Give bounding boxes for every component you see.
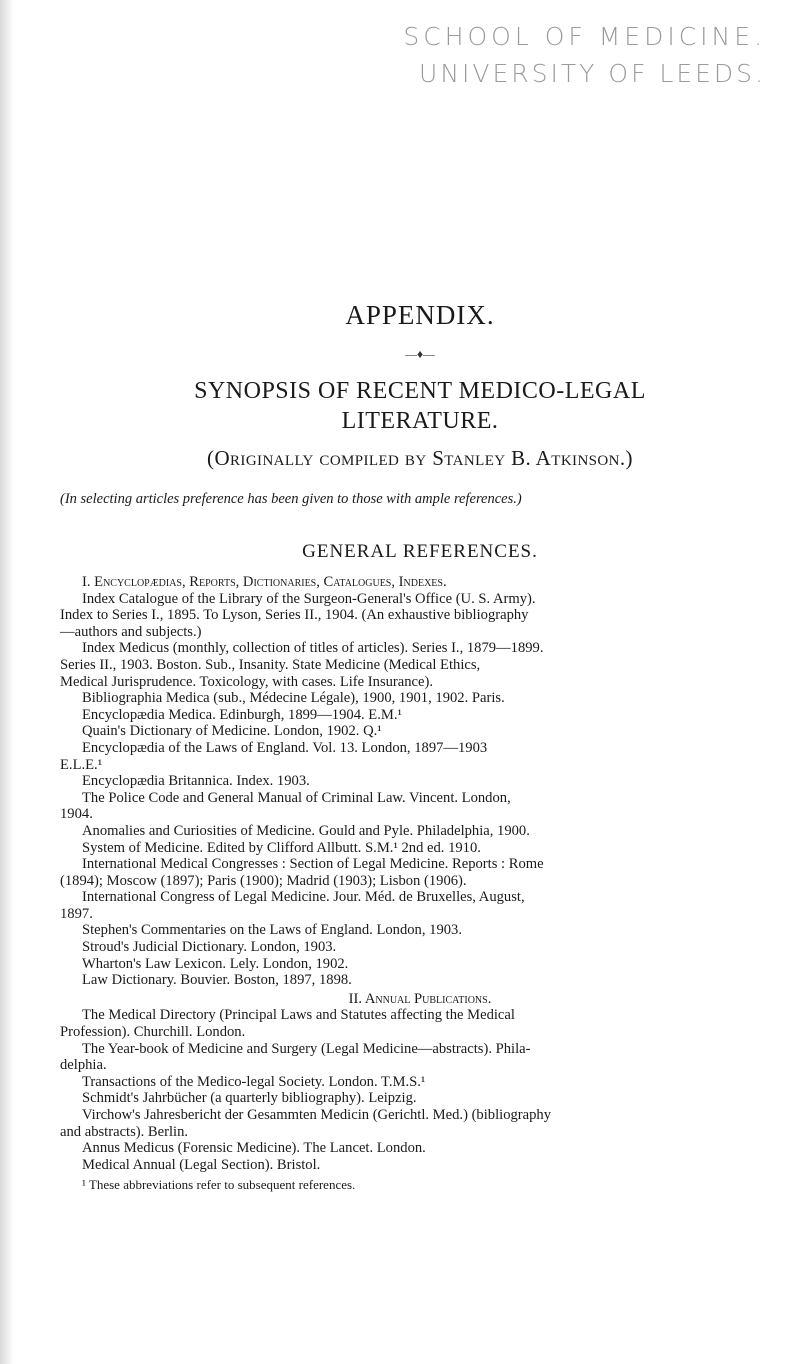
synopsis-title-line2: LITERATURE. xyxy=(341,408,499,434)
ref-line: Annus Medicus (Forensic Medicine). The Lancet. London. xyxy=(82,1140,426,1157)
ref-line: Encyclopædia Britannica. Index. 1903. xyxy=(82,773,310,790)
ref-line: Quain's Dictionary of Medicine. London, 1902. Q.¹ xyxy=(82,723,382,740)
stamp-line-university: UNIVERSITY OF LEEDS. xyxy=(419,59,766,88)
ref-line: Stroud's Judicial Dictionary. London, 1903. xyxy=(82,939,337,956)
synopsis-title xyxy=(60,376,780,436)
ref-line: Series II., 1903. Boston. Sub., Insanity. State Medicine (Medical Ethics, xyxy=(60,656,481,673)
credit-close-paren: ) xyxy=(625,446,633,470)
ref-line: Stephen's Commentaries on the Laws of England. London, 1903. xyxy=(82,922,462,939)
selection-note: (In selecting articles preference has been given to those with ample references.) xyxy=(60,491,522,507)
credit-text: Originally compiled by Stanley B. Atkinson. xyxy=(214,446,626,470)
page-binding-edge xyxy=(0,0,14,1364)
ref-line: —authors and subjects.) xyxy=(60,623,202,640)
ref-line: E.L.E.¹ xyxy=(60,756,103,773)
ref-line: The Year-book of Medicine and Surgery (Legal Medicine—abstracts). Phila- xyxy=(82,1040,531,1057)
ref-line: delphia. xyxy=(60,1057,107,1074)
ref-line: International Congress of Legal Medicine. Jour. Méd. de Bruxelles, August, xyxy=(82,889,525,906)
ornament-divider: —♦— xyxy=(404,347,436,361)
ref-line: Virchow's Jahresbericht der Gesammten Medicin (Gerichtl. Med.) (bibliography xyxy=(82,1107,552,1123)
ref-line: International Medical Congresses : Section of Legal Medicine. Reports : Rome xyxy=(82,856,544,873)
section-2-heading: II. Annual Publications. xyxy=(348,990,492,1007)
footnote: ¹ These abbreviations refer to subsequent references. xyxy=(82,1177,356,1193)
ref-line: (1894); Moscow (1897); Paris (1900); Madrid (1903); Lisbon (1906). xyxy=(60,872,467,889)
stamp-line-school: SCHOOL OF MEDICINE. xyxy=(403,22,766,51)
ref-line: The Police Code and General Manual of Criminal Law. Vincent. London, xyxy=(82,789,511,806)
ref-line: Encyclopædia of the Laws of England. Vol. 13. London, 1897—1903 xyxy=(82,739,488,756)
ref-line: Index Catalogue of the Library of the Surgeon-General's Office (U. S. Army). xyxy=(82,590,536,607)
ref-line: Medical Annual (Legal Section). Bristol. xyxy=(82,1156,321,1173)
ref-line: and abstracts). Berlin. xyxy=(60,1123,189,1140)
ref-line: 1897. xyxy=(60,905,93,922)
ref-line: Encyclopædia Medica. Edinburgh, 1899—1904. E.M.¹ xyxy=(82,706,402,723)
ref-line: Wharton's Law Lexicon. Lely. London, 1902. xyxy=(82,955,349,972)
ref-line: System of Medicine. Edited by Clifford Allbutt. S.M.¹ 2nd ed. 1910. xyxy=(82,839,481,856)
ref-line: The Medical Directory (Principal Laws and Statutes affecting the Medical xyxy=(82,1007,515,1024)
ref-line: 1904. xyxy=(60,806,93,823)
general-references-heading: GENERAL REFERENCES. xyxy=(302,541,538,562)
section-1-heading: I. Encyclopædias, Reports, Dictionaries, Catalogues, Indexes. xyxy=(82,574,447,590)
ref-line: Schmidt's Jahrbücher (a quarterly bibliography). Leipzig. xyxy=(82,1090,417,1107)
ref-line: Index to Series I., 1895. To Lyson, Series II., 1904. (An exhaustive bibliography xyxy=(60,607,529,624)
credit-open-paren: ( xyxy=(207,446,215,470)
appendix-title: APPENDIX. xyxy=(345,300,495,330)
ref-line: Profession). Churchill. London. xyxy=(60,1024,246,1041)
library-stamp xyxy=(403,18,766,92)
ref-line: Medical Jurisprudence. Toxicology, with cases. Life Insurance). xyxy=(60,673,434,690)
compiler-credit xyxy=(60,446,780,471)
ref-line: Bibliographia Medica (sub., Médecine Légale), 1900, 1901, 1902. Paris. xyxy=(82,690,505,707)
ref-line: Index Medicus (monthly, collection of titles of articles). Series I., 1879—1899. xyxy=(82,640,544,657)
ref-line: Anomalies and Curiosities of Medicine. Gould and Pyle. Philadelphia, 1900. xyxy=(82,822,530,839)
ref-line: Law Dictionary. Bouvier. Boston, 1897, 1898. xyxy=(82,972,352,989)
synopsis-title-line1: SYNOPSIS OF RECENT MEDICO-LEGAL xyxy=(194,378,646,404)
ref-line: Transactions of the Medico-legal Society. London. T.M.S.¹ xyxy=(82,1073,426,1090)
references-body xyxy=(60,574,780,1194)
